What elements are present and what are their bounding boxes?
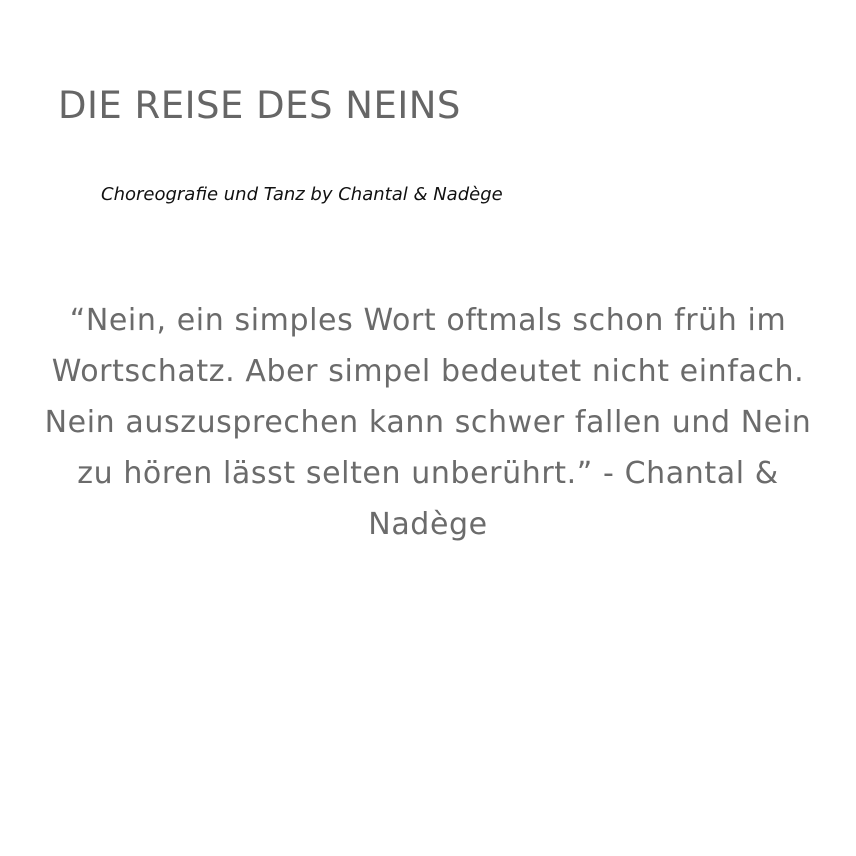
page-title: DIE REISE DES NEINS [58, 84, 461, 127]
subtitle: Choreografie und Tanz by Chantal & Nadège [101, 184, 503, 205]
quote-text: “Nein, ein simples Wort oftmals schon früh im Wortschatz. Aber simpel bedeutet nicht einfach. Nein auszusprechen kann schwer fallen und Nein zu hören lässt selten unberührt.” - Chantal & Nadège [44, 303, 812, 542]
